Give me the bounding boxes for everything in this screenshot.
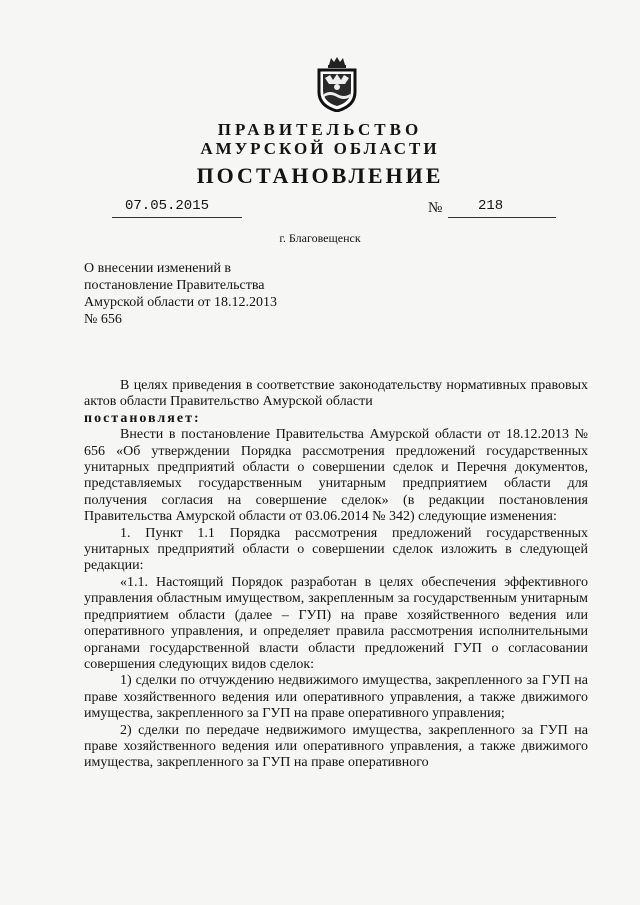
subject-line: О внесении изменений в [84, 261, 232, 276]
document-subject [84, 260, 324, 328]
place-of-issue: г. Благовещенск [279, 231, 361, 245]
number-underline [448, 217, 556, 218]
subitem-1-paragraph: 1) сделки по отчуждению недвижимого имущества, закрепленного за ГУП на праве хозяйственного ведения или оперативного управления, а также движимого имущества, закрепленного за ГУП на праве оперативного управления; [84, 673, 588, 722]
clause-1-1-paragraph: «1.1. Настоящий Порядок разработан в целях обеспечения эффективного управления областным имуществом, закрепленным за государственным унитарным предприятием области (далее – ГУП) на праве хозяйственного ведения или оперативного управления, и определяет правила рассмотрения исполнительными органами государственной власти области предложений ГУП о согласовании совершения следующих видов сделок: [84, 574, 588, 672]
coat-of-arms-icon [315, 56, 359, 112]
subject-line: постановление Правительства [84, 278, 265, 293]
subitem-2-paragraph: 2) сделки по передаче недвижимого имущества, закрепленного за ГУП на праве хозяйственного ведения или оперативного управления, а также движимого имущества, закрепленного за ГУП на праве оперативного [84, 722, 588, 771]
resolves-keyword: постановляет: [84, 410, 201, 426]
document-body [84, 378, 588, 772]
preamble-paragraph: В целях приведения в соответствие законодательству нормативных правовых актов области Правительство Амурской области [84, 378, 588, 410]
issuer-line-1: ПРАВИТЕЛЬСТВО [217, 120, 423, 139]
subject-line: Амурской области от 18.12.2013 [84, 295, 277, 310]
clause-1-paragraph: 1. Пункт 1.1 Порядка рассмотрения предложений государственных унитарных предприятий области о совершении сделок изложить в следующей редакции: [84, 525, 588, 574]
number-sign: № [428, 200, 443, 216]
date-underline [112, 217, 242, 218]
issuer-line-2: АМУРСКОЙ ОБЛАСТИ [200, 139, 440, 158]
amendment-paragraph: Внести в постановление Правительства Амурской области от 18.12.2013 № 656 «Об утверждении Порядка рассмотрения предложений государственных унитарных предприятий области о совершении сделок и Перечня документов, представляемых государственным унитарным предприятием области для получения согласия на совершение сделок» (в редакции постановления Правительства Амурской области от 03.06.2014 № 342) следующие изменения: [84, 427, 588, 525]
subject-line: № 656 [84, 312, 122, 327]
document-number: 218 [478, 198, 504, 214]
document-date: 07.05.2015 [125, 198, 210, 214]
document-type-title: ПОСТАНОВЛЕНИЕ [196, 163, 444, 188]
